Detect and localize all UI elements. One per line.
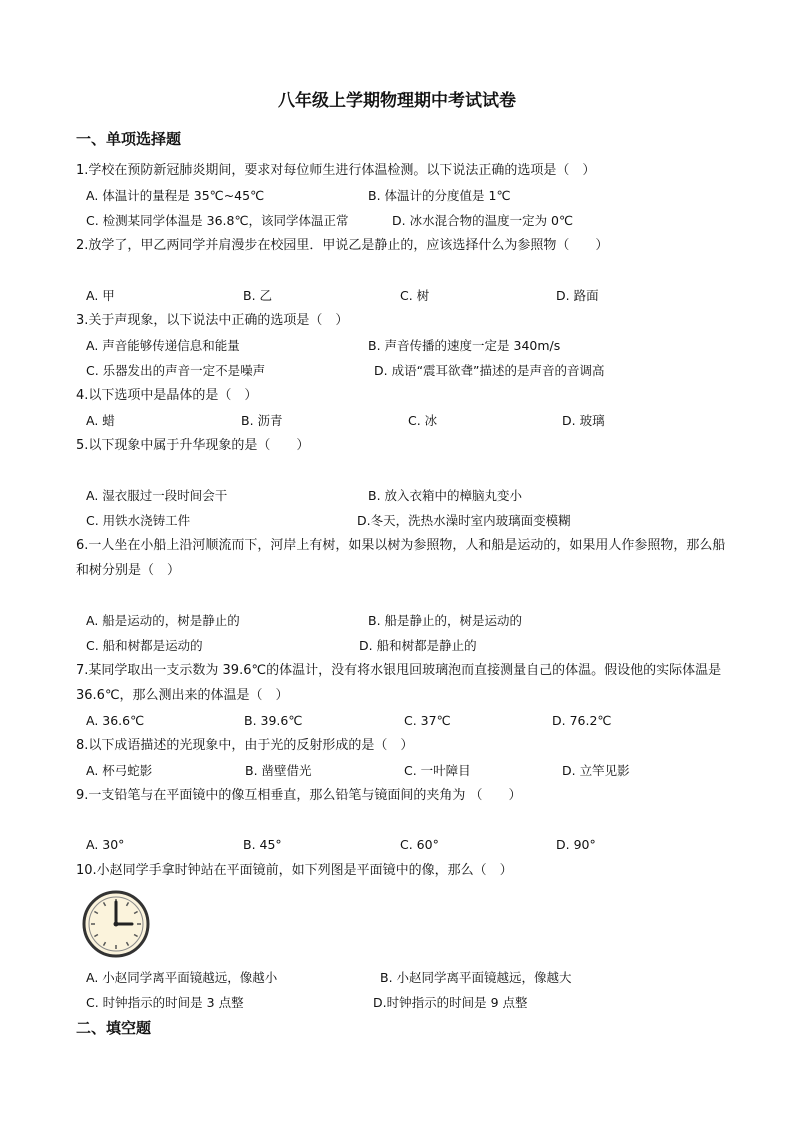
question-5-stem: 5.以下现象中属于升华现象的是（ ） xyxy=(76,438,310,453)
section-heading-fill-blank: 二、填空题 xyxy=(76,1019,152,1037)
question-5-option-a[interactable]: A. 湿衣服过一段时间会干 xyxy=(86,488,228,503)
question-2-option-c[interactable]: C. 树 xyxy=(400,288,430,303)
question-6-option-b[interactable]: B. 船是静止的，树是运动的 xyxy=(368,613,523,628)
question-8-stem: 8.以下成语描述的光现象中，由于光的反射形成的是（ ） xyxy=(76,738,414,753)
question-2-option-d[interactable]: D. 路面 xyxy=(556,288,599,303)
question-3-option-b[interactable]: B. 声音传播的速度一定是 340m/s xyxy=(368,338,561,353)
question-9-option-c[interactable]: C. 60° xyxy=(400,837,439,852)
question-9-option-a[interactable]: A. 30° xyxy=(86,837,125,852)
question-4-option-d[interactable]: D. 玻璃 xyxy=(562,413,605,428)
page-title: 八年级上学期物理期中考试试卷 xyxy=(278,91,516,111)
question-3-option-d[interactable]: D. 成语“震耳欲聋”描述的是声音的音调高 xyxy=(374,363,605,378)
question-8-option-a[interactable]: A. 杯弓蛇影 xyxy=(86,763,153,778)
question-4-option-b[interactable]: B. 沥青 xyxy=(241,413,283,428)
question-3-option-c[interactable]: C. 乐器发出的声音一定不是噪声 xyxy=(86,363,266,378)
question-5-option-c[interactable]: C. 用铁水浇铸工件 xyxy=(86,513,191,528)
question-6-option-d[interactable]: D. 船和树都是静止的 xyxy=(359,638,477,653)
question-8-option-b[interactable]: B. 凿壁借光 xyxy=(245,763,312,778)
question-10-option-d[interactable]: D.时钟指示的时间是 9 点整 xyxy=(373,995,528,1010)
question-9-option-b[interactable]: B. 45° xyxy=(243,837,282,852)
question-3-stem: 3.关于声现象，以下说法中正确的选项是（ ） xyxy=(76,313,349,328)
question-1-option-b[interactable]: B. 体温计的分度值是 1℃ xyxy=(368,188,511,203)
question-3-option-a[interactable]: A. 声音能够传递信息和能量 xyxy=(86,338,240,353)
question-6-option-a[interactable]: A. 船是运动的，树是静止的 xyxy=(86,613,240,628)
question-5-option-d[interactable]: D.冬天，洗热水澡时室内玻璃面变模糊 xyxy=(357,513,571,528)
question-1-option-a[interactable]: A. 体温计的量程是 35℃~45℃ xyxy=(86,188,265,203)
section-heading-single-choice: 一、单项选择题 xyxy=(76,130,182,148)
question-10-option-a[interactable]: A. 小赵同学离平面镜越远，像越小 xyxy=(86,970,278,985)
question-7-option-c[interactable]: C. 37℃ xyxy=(404,713,451,728)
question-4-option-a[interactable]: A. 蜡 xyxy=(86,413,115,428)
question-2-option-a[interactable]: A. 甲 xyxy=(86,288,115,303)
question-7-option-a[interactable]: A. 36.6℃ xyxy=(86,713,145,728)
question-6-stem: 6.一人坐在小船上沿河顺流而下，河岸上有树，如果以树为参照物，人和船是运动的，如果用人作参照物，那么船和树分别是（ ） xyxy=(76,538,726,578)
question-1-option-d[interactable]: D. 冰水混合物的温度一定为 0℃ xyxy=(392,213,574,228)
question-10-stem: 10.小赵同学手拿时钟站在平面镜前，如下列图是平面镜中的像，那么（ ） xyxy=(76,863,513,878)
question-8-option-c[interactable]: C. 一叶障目 xyxy=(404,763,471,778)
question-9-stem: 9.一支铅笔与在平面镜中的像互相垂直，那么铅笔与镜面间的夹角为 （ ） xyxy=(76,788,522,803)
question-7-option-d[interactable]: D. 76.2℃ xyxy=(552,713,612,728)
question-6-option-c[interactable]: C. 船和树都是运动的 xyxy=(86,638,203,653)
question-8-option-d[interactable]: D. 立竿见影 xyxy=(562,763,630,778)
question-7-option-b[interactable]: B. 39.6℃ xyxy=(244,713,303,728)
question-9-option-d[interactable]: D. 90° xyxy=(556,837,596,852)
question-2-stem: 2.放学了，甲乙两同学并肩漫步在校园里．甲说乙是静止的，应该选择什么为参照物（ ） xyxy=(76,238,609,253)
question-5-option-b[interactable]: B. 放入衣箱中的樟脑丸变小 xyxy=(368,488,523,503)
question-1-option-c[interactable]: C. 检测某同学体温是 36.8℃，该同学体温正常 xyxy=(86,213,349,228)
question-7-stem: 7.某同学取出一支示数为 39.6℃的体温计，没有将水银甩回玻璃泡而直接测量自己的体温。假设他的实际体温是 36.6℃，那么测出来的体温是（ ） xyxy=(76,663,722,703)
question-1-stem: 1.学校在预防新冠肺炎期间，要求对每位师生进行体温检测。以下说法正确的选项是（ ） xyxy=(76,163,596,178)
question-2-option-b[interactable]: B. 乙 xyxy=(243,288,273,303)
question-4-stem: 4.以下选项中是晶体的是（ ） xyxy=(76,388,258,403)
question-10-option-c[interactable]: C. 时钟指示的时间是 3 点整 xyxy=(86,995,244,1010)
question-4-option-c[interactable]: C. 冰 xyxy=(408,413,438,428)
clock-face-icon xyxy=(80,890,152,958)
question-10-option-b[interactable]: B. 小赵同学离平面镜越远，像越大 xyxy=(380,970,572,985)
